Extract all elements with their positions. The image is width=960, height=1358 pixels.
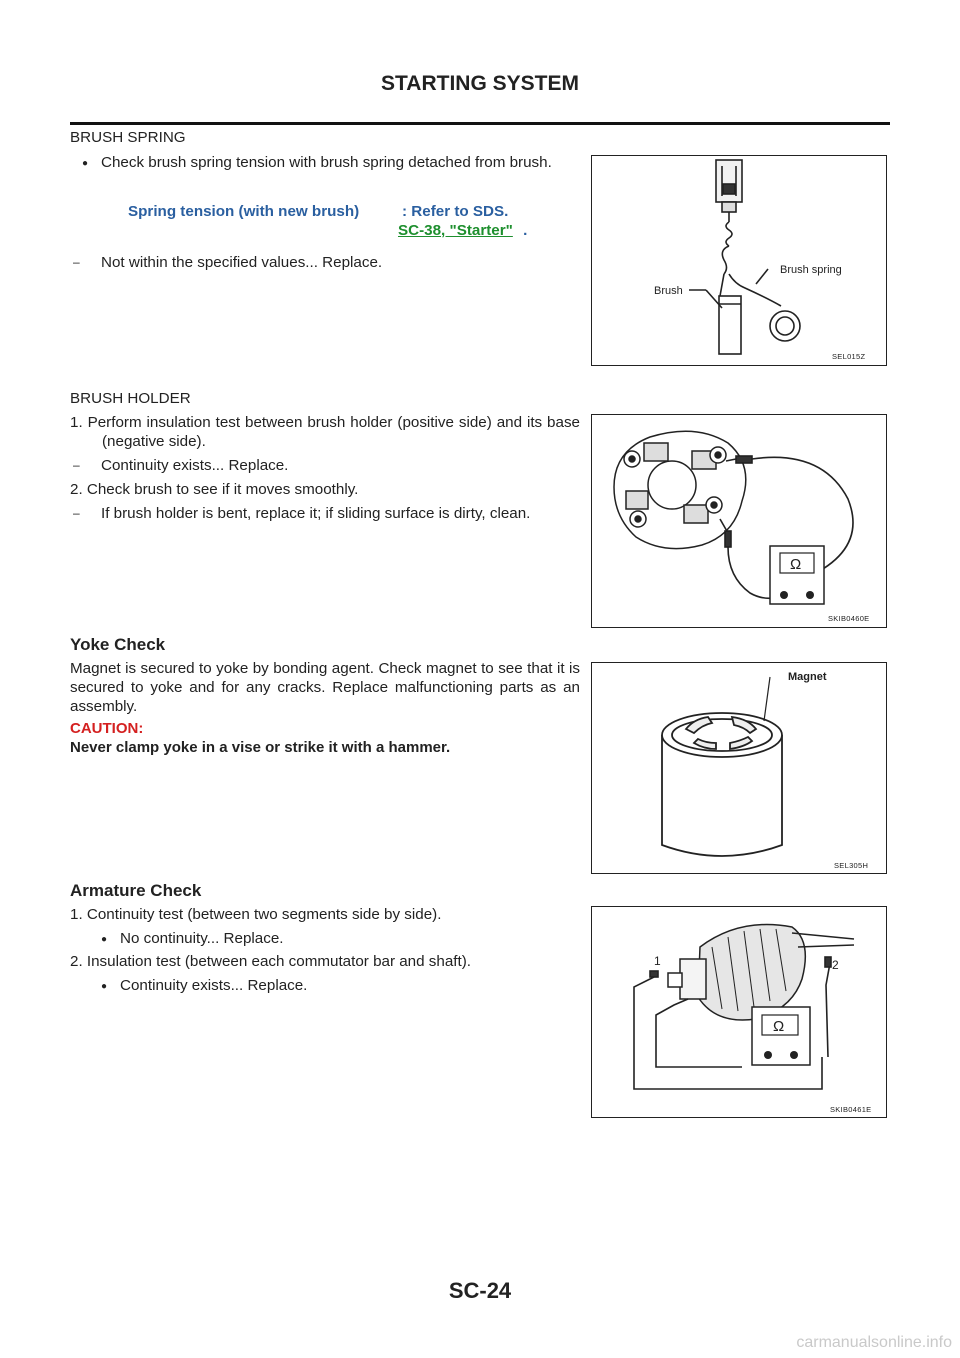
figure-brush-spring [591,155,887,366]
brush-holder-dash1: – Continuity exists... Replace. [101,456,288,475]
armature-step1: 1. Continuity test (between two segments side by side). [70,906,442,923]
brush-spring-bullet: ● Check brush spring tension with brush spring detached from brush. [101,153,579,172]
page-number: SC-24 [448,1278,512,1303]
spec-label: Spring tension (with new brush) [128,203,360,220]
spec-tail: . [523,222,528,239]
armature-bullet1: ● No continuity... Replace. [120,929,284,948]
sds-link[interactable]: SC-38, "Starter" [398,222,513,239]
figure-id: SEL015Z [832,352,866,361]
meter-symbol: Ω [790,556,802,573]
figure-yoke [591,662,887,874]
watermark: carmanualsonline.info [796,1334,952,1351]
armature-bullet2: ● Continuity exists... Replace. [120,976,307,995]
label-2: 2 [832,958,839,972]
page-header-title: STARTING SYSTEM [381,72,579,95]
caution-title: CAUTION: [70,720,144,737]
brush-holder-heading: BRUSH HOLDER [70,390,191,407]
armature-check-heading: Armature Check [70,881,202,900]
caution-text: Never clamp yoke in a vise or strike it with a hammer. [70,739,451,756]
yoke-illustration [592,663,886,873]
meter-symbol: Ω [773,1018,785,1035]
brush-holder-illustration [592,415,886,627]
figure-armature [591,906,887,1118]
brush-spring-illustration [592,156,886,365]
label-brush-spring: Brush spring [780,264,842,276]
figure-brush-holder [591,414,887,628]
yoke-check-heading: Yoke Check [70,635,166,654]
label-magnet: Magnet [788,671,827,683]
label-1: 1 [654,954,661,968]
figure-id: SKIB0460E [828,614,870,623]
armature-step2: 2. Insulation test (between each commutator bar and shaft). [70,953,472,970]
brush-holder-dash2: – If brush holder is bent, replace it; if sliding surface is dirty, clean. [101,504,530,523]
figure-id: SEL305H [834,861,869,870]
brush-spring-heading: BRUSH SPRING [70,129,186,146]
brush-spring-dash: – Not within the specified values... Replace. [101,253,382,272]
brush-holder-step2: 2. Check brush to see if it moves smoothly. [70,481,359,498]
brush-holder-step1: 1. Perform insulation test between brush holder (positive side) and its base (negative side). [70,414,580,450]
label-brush: Brush [654,285,683,297]
armature-illustration [592,907,886,1117]
header-rule [70,122,890,125]
figure-id: SKIB0461E [830,1105,872,1114]
yoke-check-body: Magnet is secured to yoke by bonding agent. Check magnet to see that it is secured to yoke and for any cracks. Replace malfunctioning parts as an assembly. [70,660,580,715]
spec-value: : Refer to SDS. [402,203,509,220]
